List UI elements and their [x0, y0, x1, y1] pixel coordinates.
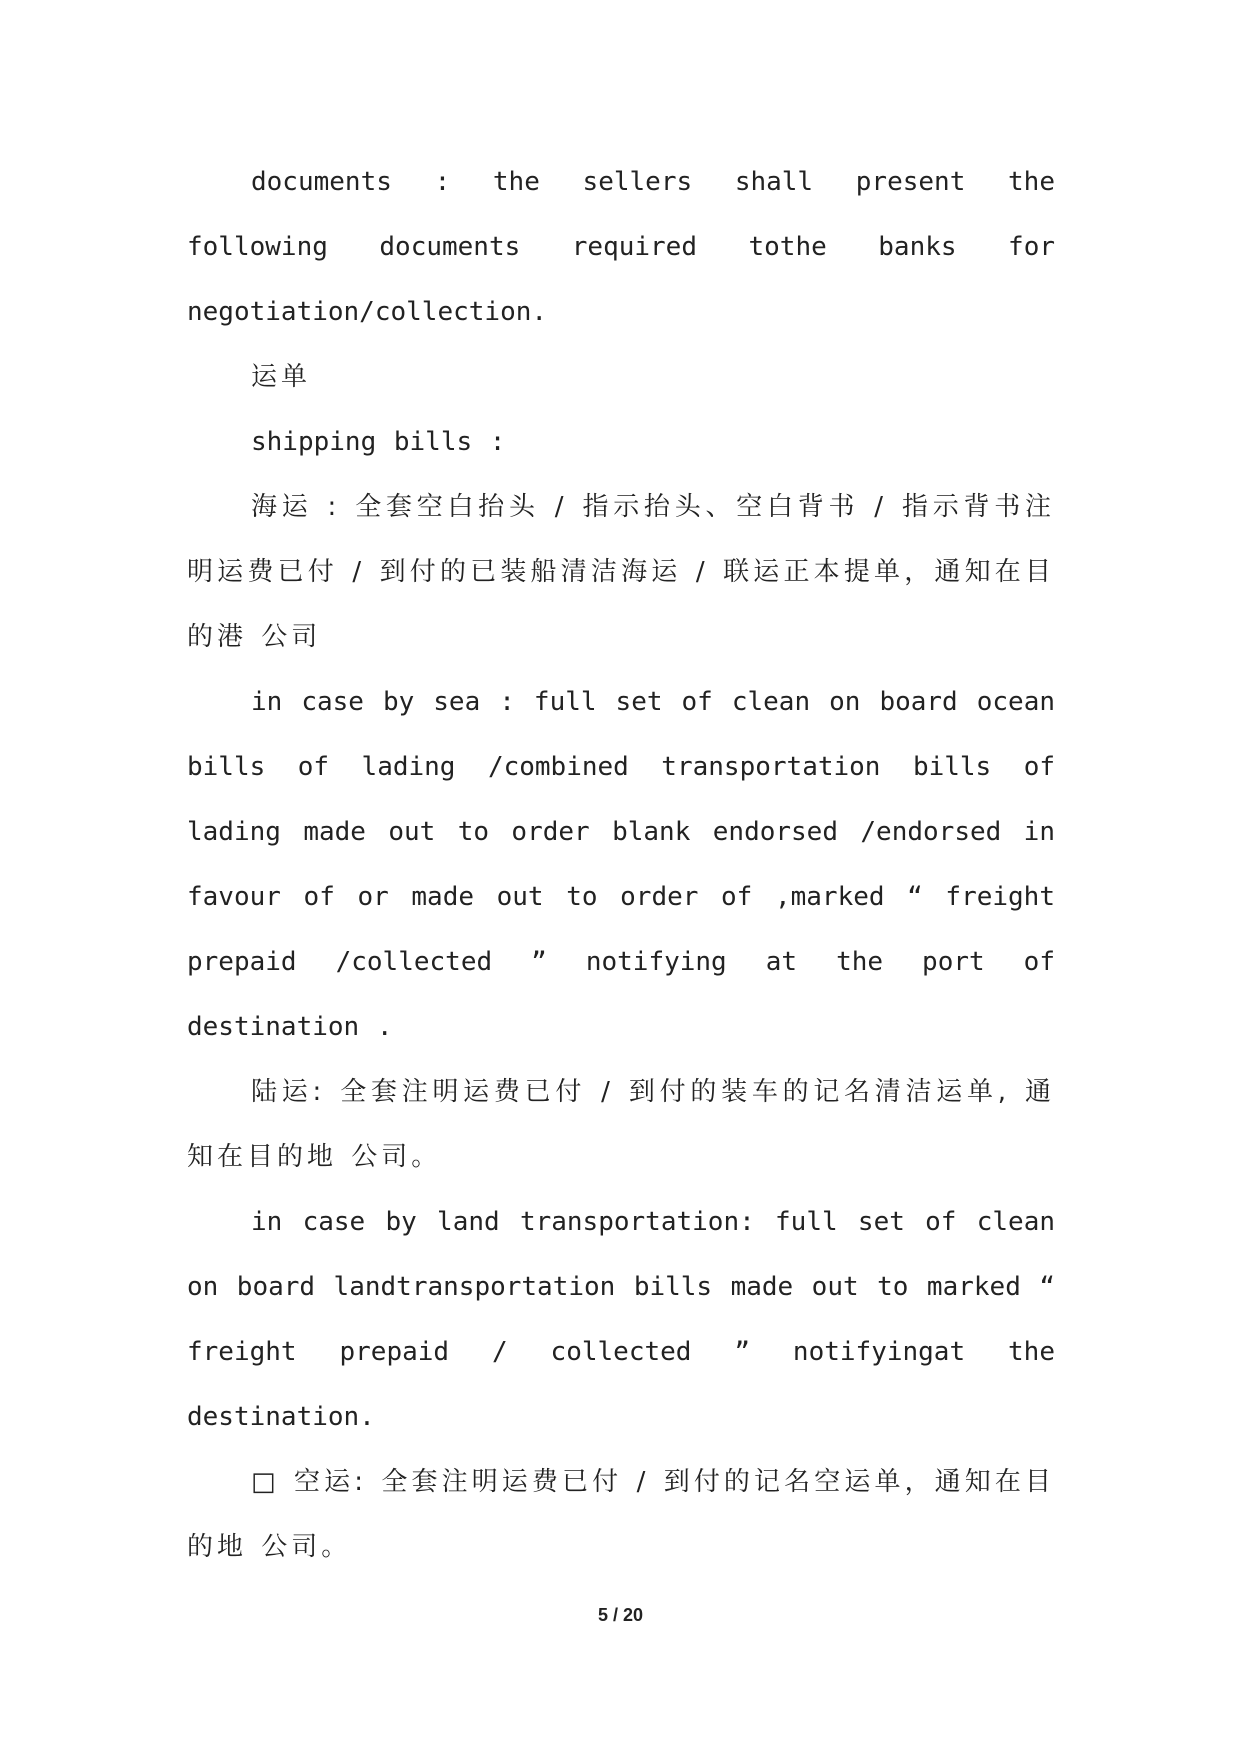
paragraph-land-en: in case by land transportation: full set of clean on board landtransportation bills made out to marked “ freight prepaid / collected ” notifyingat the destination. — [187, 1207, 1055, 1432]
paragraph-sea-cn: 海运 : 全套空白抬头 / 指示抬头、空白背书 / 指示背书注明运费已付 / 到付的已装船清洁海运 / 联运正本提单，通知在目的港 公司 — [187, 492, 1055, 652]
paragraph-land-cn: 陆运: 全套注明运费已付 / 到付的装车的记名清洁运单, 通知在目的地 公司。 — [187, 1077, 1055, 1172]
paragraph-shipping-heading-en: shipping bills : — [251, 427, 506, 457]
paragraph-shipping-heading-cn: 运单 — [251, 362, 312, 392]
paragraph-documents: documents : the sellers shall present the following documents required tothe banks for negotiation/collection. — [187, 167, 1055, 327]
paragraph-air-cn: □ 空运: 全套注明运费已付 / 到付的记名空运单，通知在目的地 公司。 — [187, 1467, 1055, 1562]
paragraph-sea-en: in case by sea : full set of clean on board ocean bills of lading /combined transportation bills of lading made out to order blank endorsed /endorsed in favour of or made out to order of ,marked “ freight prepaid /collected ” notifying at the port of destination . — [187, 687, 1055, 1042]
page-number: 5 / 20 — [597, 1605, 644, 1625]
document-body — [187, 150, 1055, 1580]
